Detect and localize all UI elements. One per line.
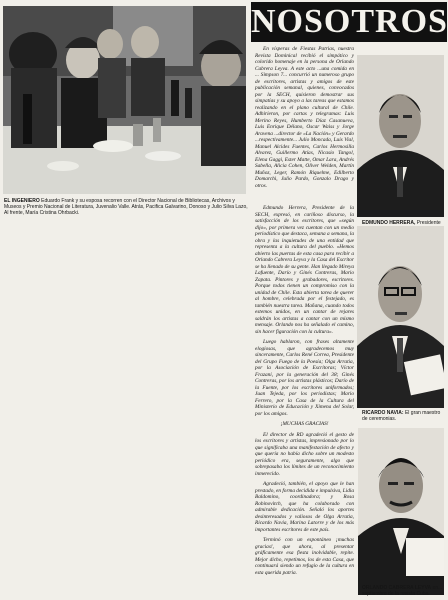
article-paragraph-6: Terminó con un espontáneo ¡muchas gracias!, que ahora, al presentar gráficamente esa fiesta inolvidable, repite. Mejor dicho, repetimos, los de esta Casa, que continuará siendo un refugio de la cultura en esta querida patria.: [255, 537, 354, 576]
portrait-leyva: [358, 428, 444, 595]
article-column-1: [255, 46, 354, 193]
banquet-caption: EL INGENIERO Eduardo Frank y su esposa recorren con el Director Nacional de Bibliotecas, Archivos y Museos y Premio Nacional de Literatura, Juvenalio Valle. Atrás, Pacifica Galvarino, Donoso y Julio Silva Lazo, Al frente, María Cristina Ohrbacki.: [4, 198, 248, 217]
article-column-2: [255, 205, 354, 580]
article-paragraph-2: Edmundo Herrera, Presidente de la SECH, expresó, en cariñoso discurso, la satisfacción de los escritores, que «según dijo», por primera vez cuentan con un medio periodístico que destaca, semana a semana, la obra y las inquietudes de una entidad que representa a la cultura del pueblo. «Hemos abierto las puertas de esta casa para recibir a Orlando Cabrera Leyva y la Casa del Escritor se ha llenado de su gente. Han llegado Mireya Lafuente, Darío y Ginés Contreras, Mario Zapata. Pintores y grabadores, escritores. Porque todos tienen un compromiso con la unidad de Chile. Esta abierta tarea de querer al hombre, celebrada por el festejado, es también nuestra tarea. Mañana, cuando todos estemos unidos, en un cantar de rejares saldrán los artistas a cantar con un mismo mensaje. Orlando nos ha señalado el camino, sin hacer figuración con la cultura».: [255, 205, 354, 335]
portrait-herrera: [357, 55, 444, 217]
article-paragraph-4: El director de RD agradeció el gesto de los escritores y artistas, impresionado por lo que significaba una manifestación de afecto y que quería no había dicho sobre un modesto periódico era, seguramente, algo que sobrepasaba los límites de un reconocimiento inmerecido.: [255, 431, 354, 477]
article-paragraph-1: En vísperas de Fiestas Patrias, nuestra Revista Dominical recibió el simpático y colorido homenaje en la persona de Orlando Cabrera Leyva. A este acto ...una comida en ... Simpson 7... concurrió un numeroso grupo de escritores, artistas y amigos de este publicación semanal, quienes, convocados por la SECH, quisieron demostrar sus simpatías y su apoyo a las tareas que estamos realizando en el plano cultural de Chile. Adhirieron, por cartas y telegramas: Luis Merino Reyes, Humberto Díaz Casanueva, Luis Enrique Délano, Oscar Waiss y Jorge Aravena ...director de «La Nación» y Gerardo ...respectivamente... Julio Moncada, Luis Vial, Manuel Alcides Fuentes, Carlos Hermosilla Alvarez, Guillermo Atías, Nicasio Tangol, Elena Gaggi, Ester Matte, Omar Lara, Andrés Sabella, Alicia Cohen, Oliver Welden, Martín Muñoz, Leger, Ramón Riquelme, Edilberto Domarchi, Julio Pardo, Gonzalo Drago y otros.: [255, 46, 354, 189]
portrait-navia-caption: RICARDO NAVIA: El gran maestro de ceremonias.: [362, 410, 441, 422]
banquet-photo: [3, 6, 246, 194]
article-thanks-heading: ¡MUCHAS GRACIAS!: [280, 421, 329, 427]
article-paragraph-3: Luego hablaron, con frases altamente elogiosas, que agradecemos muy sinceramente, Carlos René Correa, Presidente del Grupo Fuego de la Poesía; Olga Arratia, por la Asociación de Escritoras; Víctor Frazani, por la generación del 38; Ginés Contreras, por los artistas plásticos; Darío de la Fuente, por los escritores uniformados; Juan Tejeda, por los periodistas; Mario Ferrero, por la Casa de la Cultura del Ministerio de Educación y Ximena del Solar, por los amigos.: [255, 339, 354, 417]
portrait-navia: [357, 226, 444, 408]
portrait-leyva-caption: ORLANDO CABRERA LEYVA en... septiembre de la revista Cuba.: [362, 585, 443, 597]
portrait-herrera-caption: EDMUNDO HERRERA, Presidente: [362, 220, 441, 226]
page-title: NOSOTROS: [251, 3, 448, 40]
article-paragraph-5: Agradeció, también, el apoyo que le han prestado, en forma decidida e impulsiva, Lidia Baldomino, coordinadora; y Rosa Robinovitch, que ha colaborado con admirable dedicación. Señaló los aportes desinteresados y valiosos de Olga Arratia, Ricardo Navia, Marina Latorre y de los más importantes escritores de este país.: [255, 481, 354, 533]
